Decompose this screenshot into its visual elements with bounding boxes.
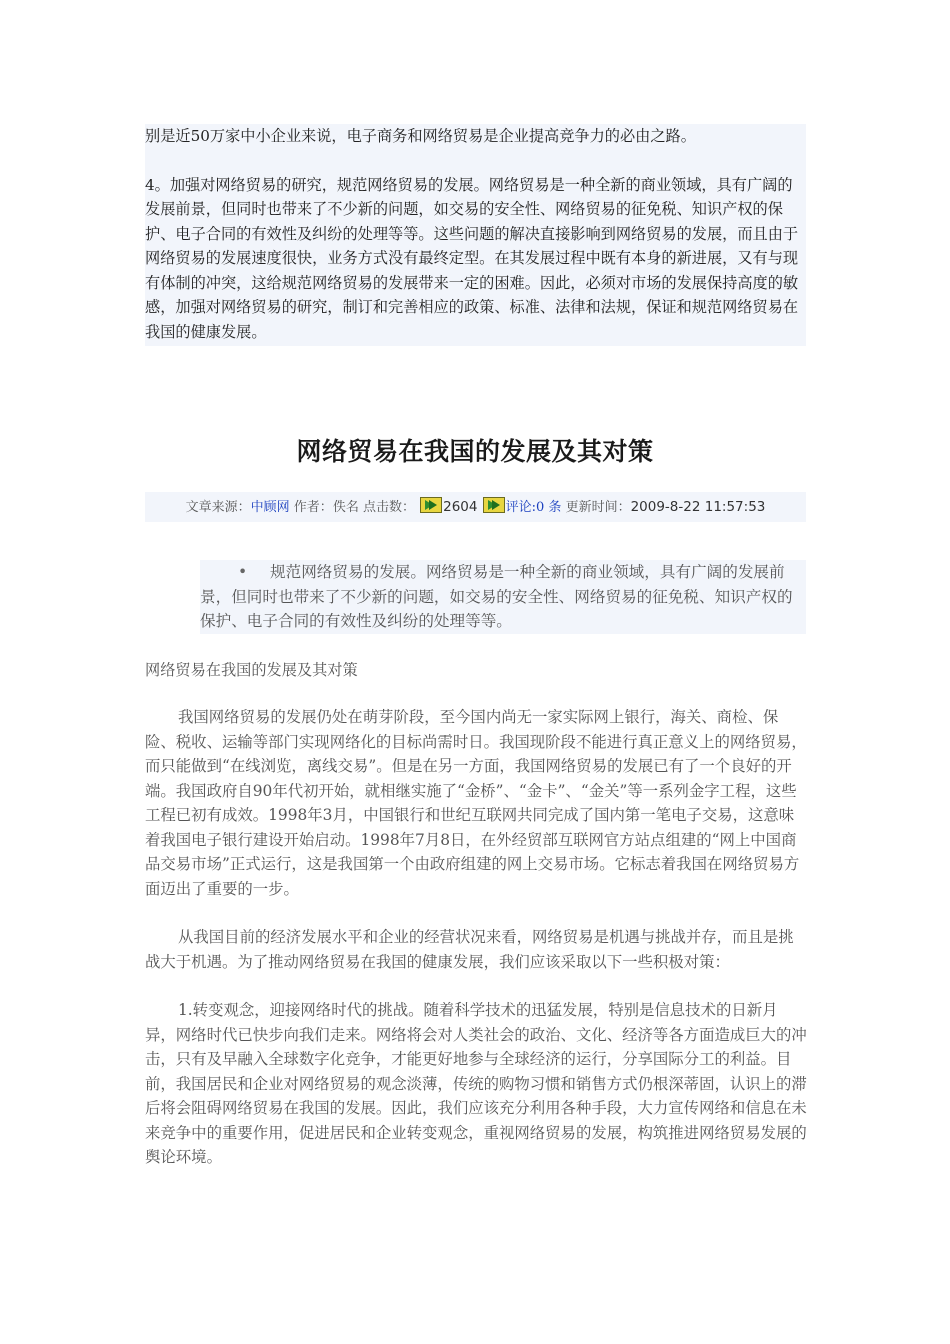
- arrow-icon: [420, 497, 442, 513]
- bullet-icon: •: [238, 563, 248, 581]
- updated-time: 2009-8-22 11:57:53: [630, 499, 766, 515]
- article-summary: [200, 560, 806, 634]
- source-label: 文章来源：: [185, 500, 251, 515]
- excerpt-paragraph: 4。加强对网络贸易的研究，规范网络贸易的发展。网络贸易是一种全新的商业领域，具有广阔的发展前景，但同时也带来了不少新的问题，如交易的安全性、网络贸易的征免税、知识产权的保护、电子合同的有效性及纠纷的处理等等。这些问题的解决直接影响到网络贸易的发展，而且由于网络贸易的发展速度很快，业务方式没有最终定型。在其发展过程中既有本身的新进展，又有与现有体制的冲突，这给规范网络贸易的发展带来一定的困难。因此，必须对市场的发展保持高度的敏感，加强对网络贸易的研究，制订和完善相应的政策、标准、法律和法规，保证和规范网络贸易在我国的健康发展。: [145, 175, 799, 341]
- article-title: 网络贸易在我国的发展及其对策: [296, 437, 654, 466]
- author-label: 作者：: [293, 500, 333, 515]
- source-link[interactable]: 中顾网: [250, 500, 290, 515]
- comments-link[interactable]: 评论:0 条: [505, 500, 562, 515]
- author: 佚名: [332, 500, 359, 515]
- summary-text: 规范网络贸易的发展。网络贸易是一种全新的商业领域，具有广阔的发展前景，但同时也带来了不少新的问题，如交易的安全性、网络贸易的征免税、知识产权的保护、电子合同的有效性及纠纷的处理等等。: [200, 563, 793, 630]
- body-paragraph: 1.转变观念，迎接网络时代的挑战。随着科学技术的迅猛发展，特别是信息技术的日新月异，网络时代已快步向我们走来。网络将会对人类社会的政治、文化、经济等各方面造成巨大的冲击，只有及早融入全球数字化竞争，才能更好地参与全球经济的运行，分享国际分工的利益。目前，我国居民和企业对网络贸易的观念淡薄，传统的购物习惯和销售方式仍根深蒂固，认识上的滞后将会阻碍网络贸易在我国的发展。因此，我们应该充分利用各种手段，大力宣传网络和信息在未来竞争中的重要作用，促进居民和企业转变观念，重视网络贸易的发展，构筑推进网络贸易发展的舆论环境。: [145, 1001, 807, 1166]
- click-count: 2604: [443, 499, 478, 515]
- body-paragraph: 我国网络贸易的发展仍处在萌芽阶段，至今国内尚无一家实际网上银行，海关、商检、保险、税收、运输等部门实现网络化的目标尚需时日。我国现阶段不能进行真正意义上的网络贸易，而只能做到“在线浏览，离线交易”。但是在另一方面，我国网络贸易的发展已有了一个良好的开端。我国政府自90年代初开始，就相继实施了“金桥”、“金卡”、“金关”等一系列金字工程，这些工程已初有成效。1998年3月，中国银行和世纪互联网共同完成了国内第一笔电子交易，这意味着我国电子银行建设开始启动。1998年7月8日，在外经贸部互联网官方站点组建的“网上中国商品交易市场”正式运行，这是我国第一个由政府组建的网上交易市场。它标志着我国在网络贸易方面迈出了重要的一步。: [145, 708, 807, 898]
- updated-label: 更新时间：: [565, 500, 631, 515]
- clicks-label: 点击数：: [362, 500, 415, 515]
- article-subtitle: 网络贸易在我国的发展及其对策: [145, 661, 358, 679]
- article-body: [145, 705, 808, 1194]
- previous-article-excerpt: [145, 124, 806, 346]
- article-meta: [145, 492, 806, 522]
- excerpt-paragraph: 别是近50万家中小企业来说，电子商务和网络贸易是企业提高竞争力的必由之路。: [145, 127, 696, 145]
- arrow-icon: [483, 497, 505, 513]
- body-paragraph: 从我国目前的经济发展水平和企业的经营状况来看，网络贸易是机遇与挑战并存，而且是挑战大于机遇。为了推动网络贸易在我国的健康发展，我们应该采取以下一些积极对策：: [145, 928, 794, 971]
